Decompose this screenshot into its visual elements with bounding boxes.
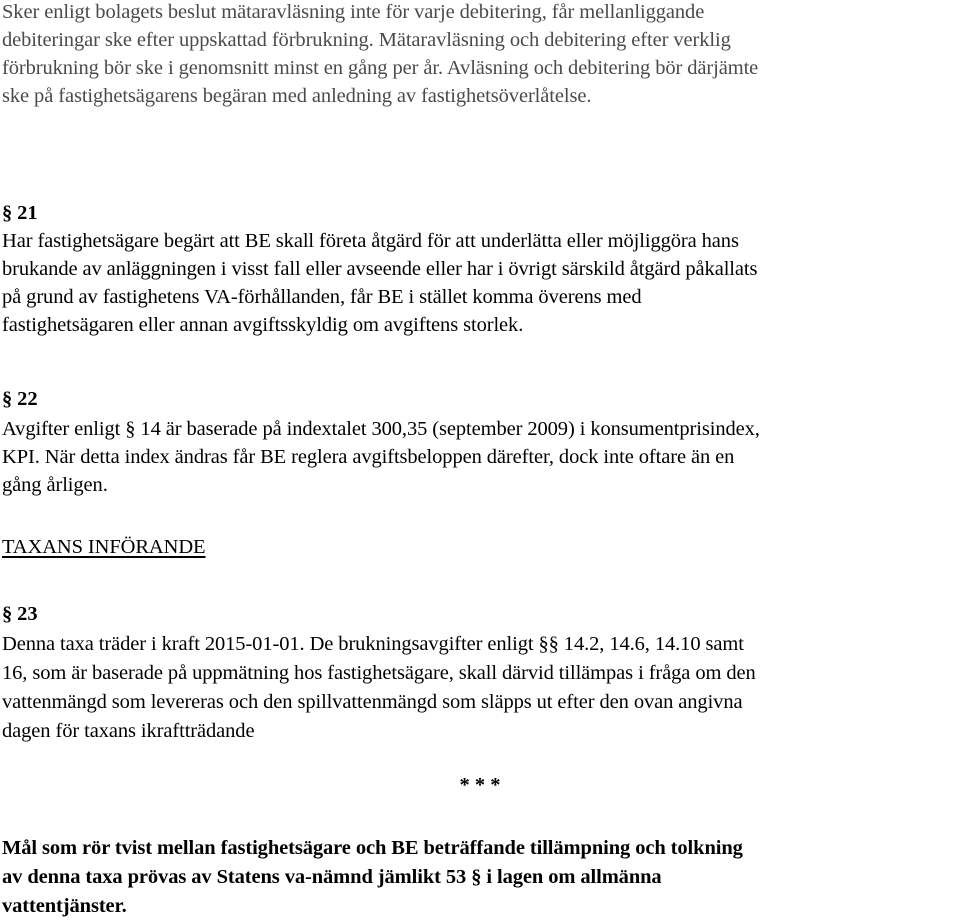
section-21-line-3: på grund av fastighetens VA-förhållanden, får BE i stället komma överens med xyxy=(2,286,642,308)
section-21-heading: § 21 xyxy=(2,202,38,224)
closing-line-2: av denna taxa prövas av Statens va-nämnd jämlikt 53 § i lagen om allmänna xyxy=(2,866,662,888)
intro-line-4: ske på fastighetsägarens begäran med anledning av fastighetsöverlåtelse. xyxy=(2,85,592,107)
closing-line-3: vattentjänster. xyxy=(2,895,127,917)
section-22-line-1: Avgifter enligt § 14 är baserade på indextalet 300,35 (september 2009) i konsumentprisindex, xyxy=(2,418,760,440)
section-23-line-2: 16, som är baserade på uppmätning hos fastighetsägare, skall därvid tillämpas i fråga om den xyxy=(2,662,756,684)
taxans-inforande-heading: TAXANS INFÖRANDE xyxy=(2,536,206,558)
section-22-line-3: gång årligen. xyxy=(2,474,108,496)
section-23-heading: § 23 xyxy=(2,603,38,625)
intro-line-3: förbrukning bör ske i genomsnitt minst en gång per år. Avläsning och debitering bör därjämte xyxy=(2,57,759,79)
section-22-line-2: KPI. När detta index ändras får BE reglera avgiftsbeloppen därefter, dock inte oftare än en xyxy=(2,446,735,468)
section-23-line-1: Denna taxa träder i kraft 2015-01-01. De brukningsavgifter enligt §§ 14.2, 14.6, 14.10 samt xyxy=(2,633,744,655)
section-21-line-1: Har fastighetsägare begärt att BE skall företa åtgärd för att underlätta eller möjliggöra hans xyxy=(2,230,739,252)
section-23-line-3: vattenmängd som levereras och den spillvattenmängd som släpps ut efter den ovan angivna xyxy=(2,691,743,713)
section-separator: * * * xyxy=(459,774,501,796)
intro-line-1: Sker enligt bolagets beslut mätaravläsning inte för varje debitering, får mellanliggande xyxy=(2,1,705,23)
intro-line-2: debiteringar ske efter uppskattad förbrukning. Mätaravläsning och debitering efter verklig xyxy=(2,29,731,51)
section-23-line-4: dagen för taxans ikraftträdande xyxy=(2,720,255,742)
closing-line-1: Mål som rör tvist mellan fastighetsägare och BE beträffande tillämpning och tolkning xyxy=(2,837,743,859)
section-21-line-4: fastighetsägaren eller annan avgiftsskyldig om avgiftens storlek. xyxy=(2,314,524,336)
section-22-heading: § 22 xyxy=(2,388,38,410)
section-21-line-2: brukande av anläggningen i visst fall eller avseende eller har i övrigt särskild åtgärd påkallats xyxy=(2,258,758,280)
